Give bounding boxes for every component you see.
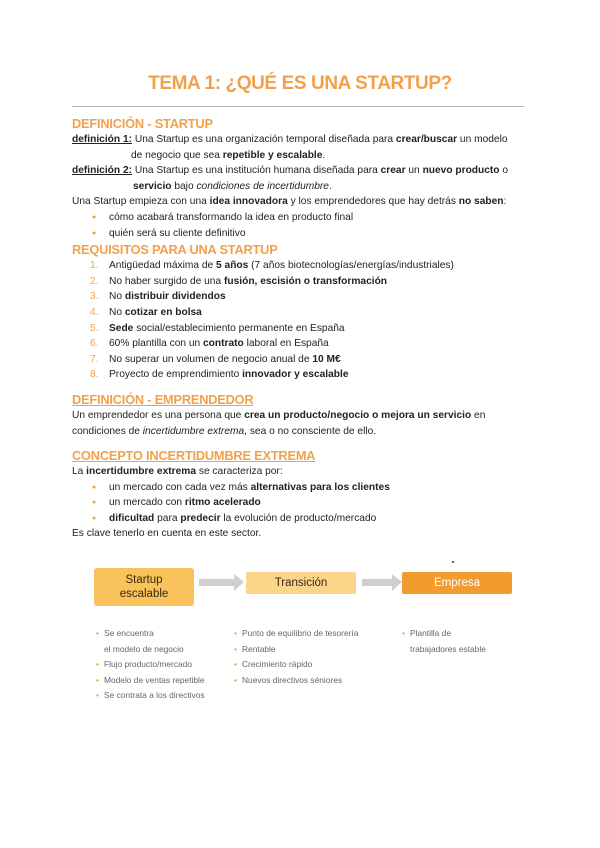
page-title: TEMA 1: ¿QUÉ ES UNA STARTUP? [148, 73, 452, 94]
text: un mercado con cada vez más [109, 481, 251, 493]
def2-text-d: nuevo producto [422, 165, 500, 177]
list-item [90, 258, 532, 274]
item-bold: distribuir dividendos [124, 291, 226, 303]
list-item [90, 321, 532, 337]
def2-text-b: crear [380, 165, 406, 177]
def2-text-a: Una Startup es una institución humana diseñada para [132, 165, 381, 177]
item-number: 6. [90, 338, 99, 350]
item-number: 8. [90, 369, 99, 381]
item-bold: Sede [109, 322, 134, 334]
item-number: 5. [90, 322, 99, 334]
list-item: • Rentable [234, 642, 384, 658]
intro-b: idea innovadora [209, 196, 288, 208]
startup-flow-diagram [86, 560, 514, 704]
section-heading-incertidumbre: CONCEPTO INCERTIDUMBRE EXTREMA [72, 448, 316, 464]
incertidumbre-intro [72, 464, 532, 480]
text: Se encuentra [104, 628, 154, 638]
text-bold: incertidumbre extrema [86, 466, 197, 478]
document-body [72, 115, 532, 542]
definition-1-cont [72, 148, 532, 164]
list-item [92, 480, 532, 496]
box-label: Startup [125, 574, 163, 586]
text: se caracteriza por: [196, 466, 283, 478]
item-bold: innovador y escalable [242, 369, 349, 381]
box-empresa: Empresa [402, 572, 512, 594]
startup-intro [72, 194, 532, 210]
emprendedor-definition [72, 408, 532, 439]
item-bold: 10 M€ [312, 353, 341, 365]
def1-text-c: un modelo [457, 134, 508, 145]
list-item [402, 626, 512, 657]
box-startup-escalable [94, 568, 194, 606]
def1-text-d: de negocio que sea [131, 149, 223, 161]
section-heading-definicion-startup: DEFINICIÓN - STARTUP [72, 116, 213, 131]
list-item: • Se contrata a los directivos [96, 688, 236, 704]
text: el modelo de negocio [104, 643, 184, 654]
text: la evolución de producto/mercado [220, 512, 377, 524]
text: condiciones de [72, 425, 143, 437]
list-item [92, 511, 532, 527]
list-item [92, 495, 532, 511]
def2-text-i: . [328, 180, 332, 192]
intro-c: y los emprendedores que hay detrás [287, 196, 459, 208]
item-number: 1. [90, 260, 99, 272]
item-text: No [109, 306, 125, 318]
def1-text-e: repetible y escalable [222, 149, 323, 161]
text: trabajadores estable [410, 643, 486, 654]
text: La [72, 466, 87, 478]
item-text: No [109, 291, 125, 303]
item-text: (7 años biotecnologías/energías/industriales) [248, 260, 454, 272]
incertidumbre-outro: Es clave tenerlo en cuenta en este sector. [72, 528, 262, 540]
intro-d: no saben [458, 196, 504, 208]
item-number: 2. [90, 275, 99, 287]
list-item [90, 367, 532, 383]
def1-text-a: Una Startup es una organización temporal diseñada para [132, 134, 396, 145]
def1-label: definición 1: [72, 134, 132, 145]
def1-text-f: . [322, 149, 326, 161]
text-bold: alternativas para los clientes [250, 481, 390, 493]
box-label: escalable [119, 588, 169, 600]
intro-a: Una Startup empieza con una [72, 196, 210, 208]
definition-1 [72, 132, 532, 148]
list-item [90, 352, 532, 368]
def2-text-c: un [405, 165, 423, 177]
item-number: 3. [90, 291, 99, 303]
list-item: • Punto de equilibrio de tesorería [234, 626, 384, 642]
text-bold: crea un producto/negocio o mejora un servicio [244, 409, 472, 421]
text: , sea o no consciente de ello. [244, 425, 377, 437]
item-text: 60% plantilla con un [109, 338, 204, 350]
text-bold: predecir [180, 512, 221, 524]
section-heading-emprendedor: DEFINICIÓN - EMPRENDEDOR [72, 391, 254, 407]
item-text: social/establecimiento permanente en España [133, 322, 345, 334]
item-bold: contrato [203, 338, 244, 350]
list-item [96, 626, 236, 657]
item-text: Antigüedad máxima de [109, 260, 217, 272]
item-number: 4. [90, 306, 99, 318]
arrow-right-icon [362, 579, 393, 586]
def2-text-h: condiciones de incertidumbre [196, 180, 329, 192]
def2-label: definición 2: [72, 165, 132, 177]
unknowns-list [72, 210, 532, 241]
item-number: 7. [90, 353, 99, 365]
item-bold: 5 años [216, 260, 249, 272]
list-item: ● cómo acabará transformando la idea en producto final [92, 210, 532, 226]
startup-features [96, 626, 236, 704]
list-item: ● quién será su cliente definitivo [92, 226, 532, 242]
text: un mercado con [109, 497, 185, 509]
item-text: laboral en España [243, 338, 329, 350]
list-item [90, 289, 532, 305]
item-text: Proyecto de emprendimiento [109, 369, 243, 381]
empresa-features [402, 626, 512, 657]
text: Plantilla de [410, 628, 451, 638]
list-item: • Modelo de ventas repetible [96, 673, 236, 689]
box-transicion: Transición [246, 572, 356, 594]
definition-2-cont [72, 179, 532, 195]
list-item: • Flujo producto/mercado [96, 657, 236, 673]
def2-text-g: bajo [171, 180, 197, 192]
text-bold: dificultad [109, 512, 155, 524]
item-bold: fusión, escisión o transformación [223, 275, 388, 287]
transicion-features [234, 626, 384, 688]
def2-text-f: servicio [133, 180, 172, 192]
item-bold: cotizar en bolsa [124, 306, 202, 318]
list-item [90, 305, 532, 321]
text: para [154, 512, 181, 524]
item-text: No haber surgido de una [109, 275, 224, 287]
list-item [90, 336, 532, 352]
def2-text-e: o [499, 165, 509, 177]
text: Un emprendedor es una persona que [72, 409, 245, 421]
incertidumbre-list [72, 480, 532, 527]
list-item: • Nuevos directivos séniores [234, 673, 384, 689]
list-item [90, 274, 532, 290]
intro-e: : [503, 196, 507, 208]
text-italic: incertidumbre extrema [142, 425, 245, 437]
item-text: No superar un volumen de negocio anual de [109, 353, 313, 365]
definition-2 [72, 163, 532, 179]
list-item: • Crecimiento rápido [234, 657, 384, 673]
def1-text-b: crear/buscar [395, 134, 458, 145]
text: en [471, 409, 486, 421]
requirements-list [72, 258, 532, 383]
text-bold: ritmo acelerado [184, 497, 261, 509]
section-heading-requisitos: REQUISITOS PARA UNA STARTUP [72, 242, 278, 258]
title-divider [72, 106, 524, 107]
arrow-right-icon [199, 579, 235, 586]
